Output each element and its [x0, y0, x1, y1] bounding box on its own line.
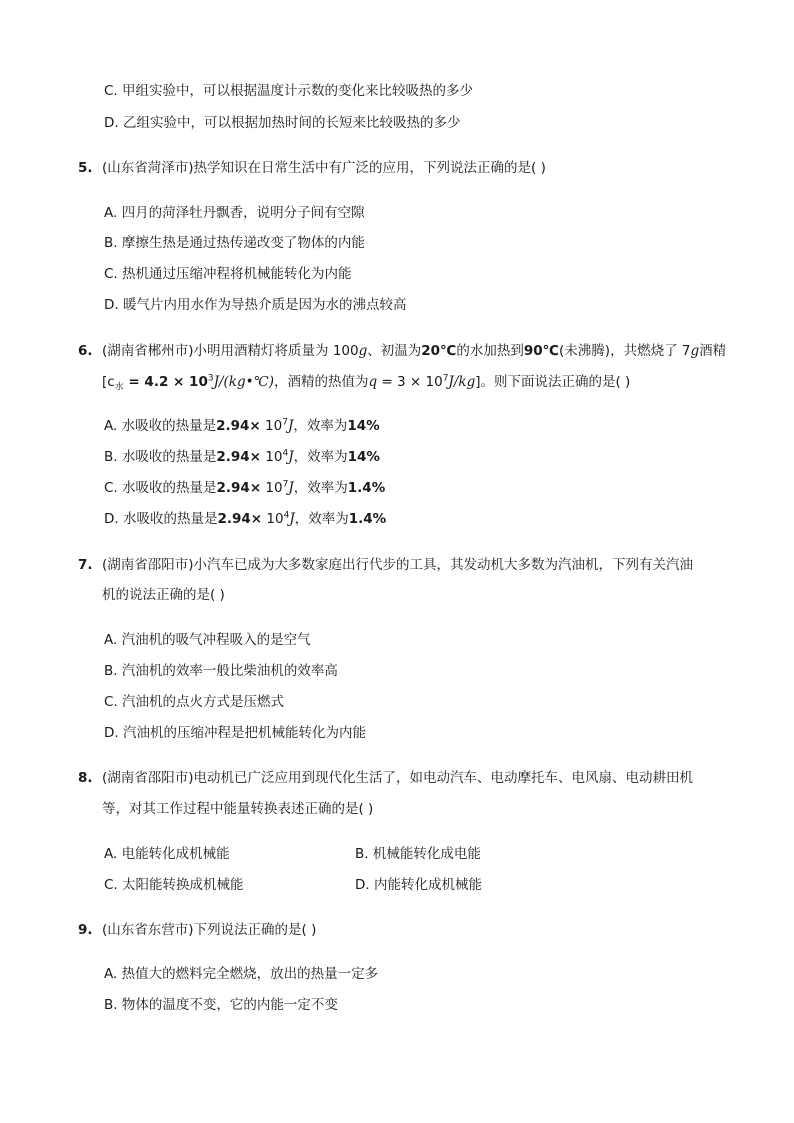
q5-option-c: C. 热机通过压缩冲程将机械能转化为内能	[104, 266, 352, 282]
heat-base: 10	[260, 418, 283, 434]
heat-amount: 2.94×	[216, 449, 261, 465]
q8-option-d: D. 内能转化成机械能	[355, 877, 482, 893]
efficiency-value: 14%	[347, 418, 380, 434]
q7-option-a: A. 汽油机的吸气冲程吸入的是空气	[104, 632, 311, 648]
question-7-stem-line-2: 机的说法正确的是( )	[102, 587, 225, 603]
heat-value: = 3 × 10	[377, 374, 443, 390]
option-text: B. 水吸收的热量是	[104, 449, 217, 465]
exponent: 3	[207, 373, 214, 384]
q5-option-d: D. 暖气片内用水作为导热介质是因为水的沸点较高	[104, 297, 407, 313]
exponent: 7	[282, 479, 289, 490]
specific-heat-unit: J/(kg•℃)	[213, 374, 274, 390]
heat-base: 10	[260, 449, 283, 465]
q7-option-b: B. 汽油机的效率一般比柴油机的效率高	[104, 663, 338, 679]
exponent: 7	[442, 373, 449, 384]
q9-option-b: B. 物体的温度不变，它的内能一定不变	[104, 997, 338, 1013]
q6-option-b	[104, 447, 380, 467]
question-7-stem-line-1: (湖南省邵阳市)小汽车已成为大多数家庭出行代步的工具，其发动机大多数为汽油机，下列有关汽油	[102, 557, 694, 573]
unit-j: J	[287, 418, 294, 434]
q6-option-a	[104, 416, 380, 436]
unit-g: g	[690, 343, 700, 359]
specific-heat-value: = 4.2 × 10	[123, 374, 208, 390]
exponent: 7	[282, 417, 288, 428]
q6-option-d	[104, 509, 386, 529]
question-number: 8.	[78, 770, 93, 786]
stem-text: (湖南省郴州市)小明用酒精灯将质量为 100	[102, 343, 359, 359]
q5-option-b: B. 摩擦生热是通过热传递改变了物体的内能	[104, 235, 365, 251]
q5-option-a: A. 四月的菏泽牡丹飘香，说明分子间有空隙	[104, 205, 365, 221]
question-8-stem-line-1: (湖南省邵阳市)电动机已广泛应用到现代化生活了，如电动汽车、电动摩托车、电风扇、电动耕田机	[102, 770, 694, 786]
exponent: 4	[283, 510, 290, 521]
question-number: 5.	[78, 160, 93, 176]
question-number: 6.	[78, 343, 93, 359]
final-temperature: 90℃	[523, 343, 560, 359]
efficiency-value: 1.4%	[347, 480, 386, 496]
unit-j: J	[288, 480, 294, 496]
q8-option-a: A. 电能转化成机械能	[104, 846, 230, 862]
option-text: ，效率为	[293, 418, 348, 434]
question-9-stem: (山东省东营市)下列说法正确的是( )	[102, 922, 317, 938]
option-text: ，效率为	[294, 511, 349, 527]
heat-amount: 2.94×	[216, 480, 262, 496]
unit-g: g	[358, 343, 368, 359]
stem-text: ，酒精的热值为	[273, 374, 369, 390]
stem-text: 、初温为	[367, 343, 422, 359]
stem-text: ]。则下面说法正确的是( )	[475, 374, 631, 390]
q4-option-c: C. 甲组实验中，可以根据温度计示数的变化来比较吸热的多少	[104, 83, 474, 99]
initial-temperature: 20℃	[421, 343, 457, 359]
exponent: 4	[282, 448, 289, 459]
heat-amount: 2.94×	[216, 418, 261, 434]
stem-text: (未沸腾)，共燃烧了 7	[559, 343, 691, 359]
symbol-q: q	[368, 374, 378, 390]
unit-j: J	[289, 511, 295, 527]
heat-base: 10	[261, 480, 283, 496]
question-number: 7.	[78, 557, 93, 573]
question-6-stem-line-2	[102, 372, 630, 392]
option-text: ，效率为	[293, 480, 348, 496]
q8-option-b: B. 机械能转化成电能	[355, 846, 481, 862]
q4-option-d: D. 乙组实验中，可以根据加热时间的长短来比较吸热的多少	[104, 115, 461, 131]
option-text: D. 水吸收的热量是	[104, 511, 218, 527]
subscript-water: 水	[114, 382, 124, 393]
stem-text: 的水加热到	[456, 343, 524, 359]
option-text: ，效率为	[293, 449, 348, 465]
stem-text: [c	[102, 374, 115, 390]
question-6-stem-line-1	[102, 341, 726, 361]
question-5-stem: (山东省菏泽市)热学知识在日常生活中有广泛的应用，下列说法正确的是( )	[102, 160, 546, 176]
heat-value-unit: J/kg	[448, 374, 476, 390]
q7-option-c: C. 汽油机的点火方式是压燃式	[104, 694, 285, 710]
q8-option-c: C. 太阳能转换成机械能	[104, 877, 244, 893]
question-8-stem-line-2: 等，对其工作过程中能量转换表述正确的是( )	[102, 801, 374, 817]
heat-amount: 2.94×	[217, 511, 263, 527]
q9-option-a: A. 热值大的燃料完全燃烧，放出的热量一定多	[104, 966, 379, 982]
unit-j: J	[288, 449, 294, 465]
stem-text: 酒精	[699, 343, 727, 359]
q6-option-c	[104, 478, 385, 498]
q7-option-d: D. 汽油机的压缩冲程是把机械能转化为内能	[104, 725, 366, 741]
heat-base: 10	[262, 511, 284, 527]
question-number: 9.	[78, 922, 93, 938]
efficiency-value: 1.4%	[348, 511, 387, 527]
efficiency-value: 14%	[347, 449, 380, 465]
option-text: C. 水吸收的热量是	[104, 480, 217, 496]
option-text: A. 水吸收的热量是	[104, 418, 217, 434]
